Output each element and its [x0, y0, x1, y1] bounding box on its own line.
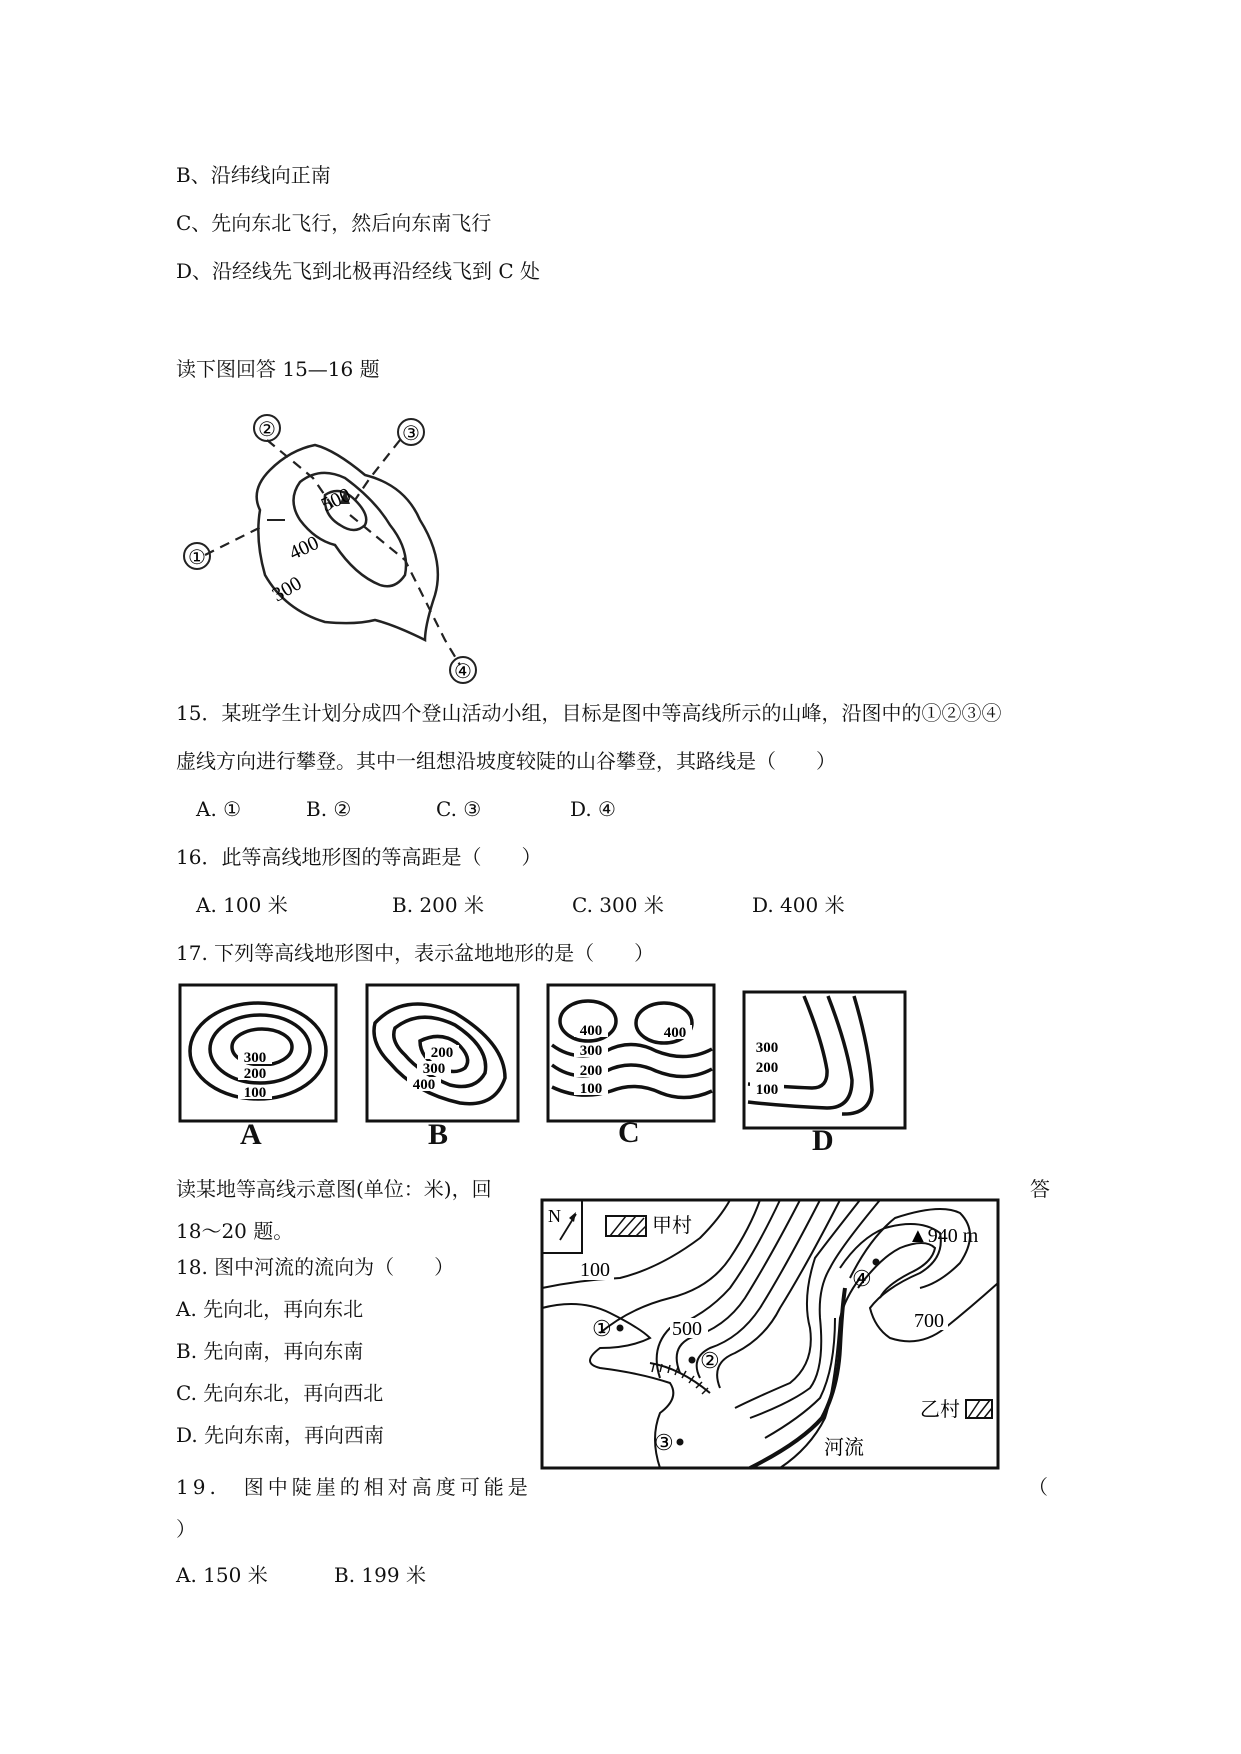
q18-option-d: D. 先向东南，再向西南: [176, 1423, 385, 1447]
map-point-4: ④: [852, 1266, 872, 1291]
q16-option-a: A. 100 米: [196, 893, 288, 917]
q15-option-c: C. ③: [436, 797, 482, 821]
panel-b-label-300: 300: [422, 1061, 446, 1077]
q15-stem-line1: 15．某班学生计划分成四个登山活动小组，目标是图中等高线所示的山峰，沿图中的①②③④: [176, 701, 1002, 725]
river-label: 河流: [824, 1437, 864, 1459]
village-yi-label: 乙村: [920, 1399, 960, 1421]
section-15-16-intro: 读下图回答 15—16 题: [176, 357, 380, 381]
panel-c-label-400-right: 400: [663, 1025, 687, 1041]
q17-panel-d: [742, 990, 907, 1130]
q14-option-d: D、沿经线先飞到北极再沿经线飞到 C 处: [176, 259, 541, 283]
map-point-1: ①: [592, 1316, 612, 1341]
panel-b-label-400: 400: [412, 1077, 436, 1093]
q18-option-c: C. 先向东北，再向西北: [176, 1381, 384, 1405]
section-18-20-intro-line2: 18～20 题。: [176, 1219, 294, 1243]
q17-panel-c-letter: C: [618, 1116, 640, 1149]
peak-label: ▲940 m: [908, 1225, 979, 1247]
q19-paren-open: （: [1028, 1475, 1048, 1499]
q16-option-d: D. 400 米: [752, 893, 845, 917]
q17-panel-d-letter: D: [812, 1124, 834, 1157]
panel-a-label-200: 200: [243, 1066, 267, 1082]
q14-option-c: C、先向东北飞行，然后向东南飞行: [176, 211, 492, 235]
q18-option-a: A. 先向北，再向东北: [176, 1297, 364, 1321]
q18-option-b: B. 先向南，再向东南: [176, 1339, 364, 1363]
route-label-4: ④: [454, 661, 472, 683]
q14-option-b: B、沿纬线向正南: [176, 163, 331, 187]
panel-c-label-400-left: 400: [579, 1023, 603, 1039]
q19-option-a: A. 150 米: [176, 1563, 268, 1587]
contour-300: [257, 445, 438, 640]
q19-stem: 19. 图中陡崖的相对高度可能是: [176, 1475, 532, 1499]
contour-label-300: 300: [268, 572, 306, 607]
map-point-3: ③: [654, 1430, 674, 1455]
q15-option-a: A. ①: [196, 797, 242, 821]
contour-label-100: 100: [580, 1259, 610, 1281]
q16-stem: 16．此等高线地形图的等高距是（ ）: [176, 845, 542, 869]
q17-panel-b-letter: B: [428, 1118, 449, 1151]
village-jia-label: 甲村: [652, 1215, 692, 1237]
contour-label-500: 500: [672, 1318, 702, 1340]
route-label-3: ③: [402, 423, 420, 445]
contour-label-400: 400: [285, 531, 323, 565]
panel-d-label-300: 300: [755, 1040, 779, 1056]
route-1-line: [205, 525, 265, 555]
panel-a-label-100: 100: [243, 1085, 267, 1101]
route-4-line: [350, 515, 460, 665]
section-18-20-intro-left: 读某地等高线示意图(单位：米)，回: [176, 1177, 492, 1201]
contour-label-500: 500: [317, 483, 355, 517]
map-point-2: ②: [700, 1348, 720, 1373]
panel-d-label-200: 200: [755, 1060, 779, 1076]
q19-paren-close: ）: [176, 1517, 196, 1541]
q19-option-b: B. 199 米: [334, 1563, 426, 1587]
panel-c-label-100: 100: [579, 1081, 603, 1097]
contour-label-700: 700: [914, 1310, 944, 1332]
q16-option-c: C. 300 米: [572, 893, 664, 917]
panel-c-label-300: 300: [579, 1043, 603, 1059]
q17-panel-a-letter: A: [240, 1118, 262, 1151]
q17-stem: 17. 下列等高线地形图中，表示盆地地形的是（ ）: [176, 941, 655, 965]
q15-stem-line2: 虚线方向进行攀登。其中一组想沿坡度较陡的山谷攀登，其路线是（ ）: [176, 749, 836, 773]
panel-d-label-100: 100: [755, 1082, 779, 1098]
q17-panel-a: [178, 983, 338, 1123]
north-label: N: [548, 1206, 561, 1226]
river-contour-map: [540, 1198, 1000, 1470]
q17-panel-b: [365, 983, 520, 1123]
q17-panel-c: [546, 983, 716, 1123]
q15-option-b: B. ②: [306, 797, 352, 821]
section-18-20-intro-right: 答: [1030, 1177, 1050, 1201]
panel-c-label-200: 200: [579, 1063, 603, 1079]
q15-option-d: D. ④: [570, 797, 616, 821]
route-label-1: ①: [188, 547, 206, 569]
route-label-2: ②: [258, 419, 276, 441]
panel-a-label-300: 300: [243, 1050, 267, 1066]
q18-stem: 18. 图中河流的流向为（ ）: [176, 1255, 455, 1279]
peak-contour-figure: [175, 400, 535, 685]
q16-option-b: B. 200 米: [392, 893, 484, 917]
panel-b-label-200: 200: [430, 1045, 454, 1061]
